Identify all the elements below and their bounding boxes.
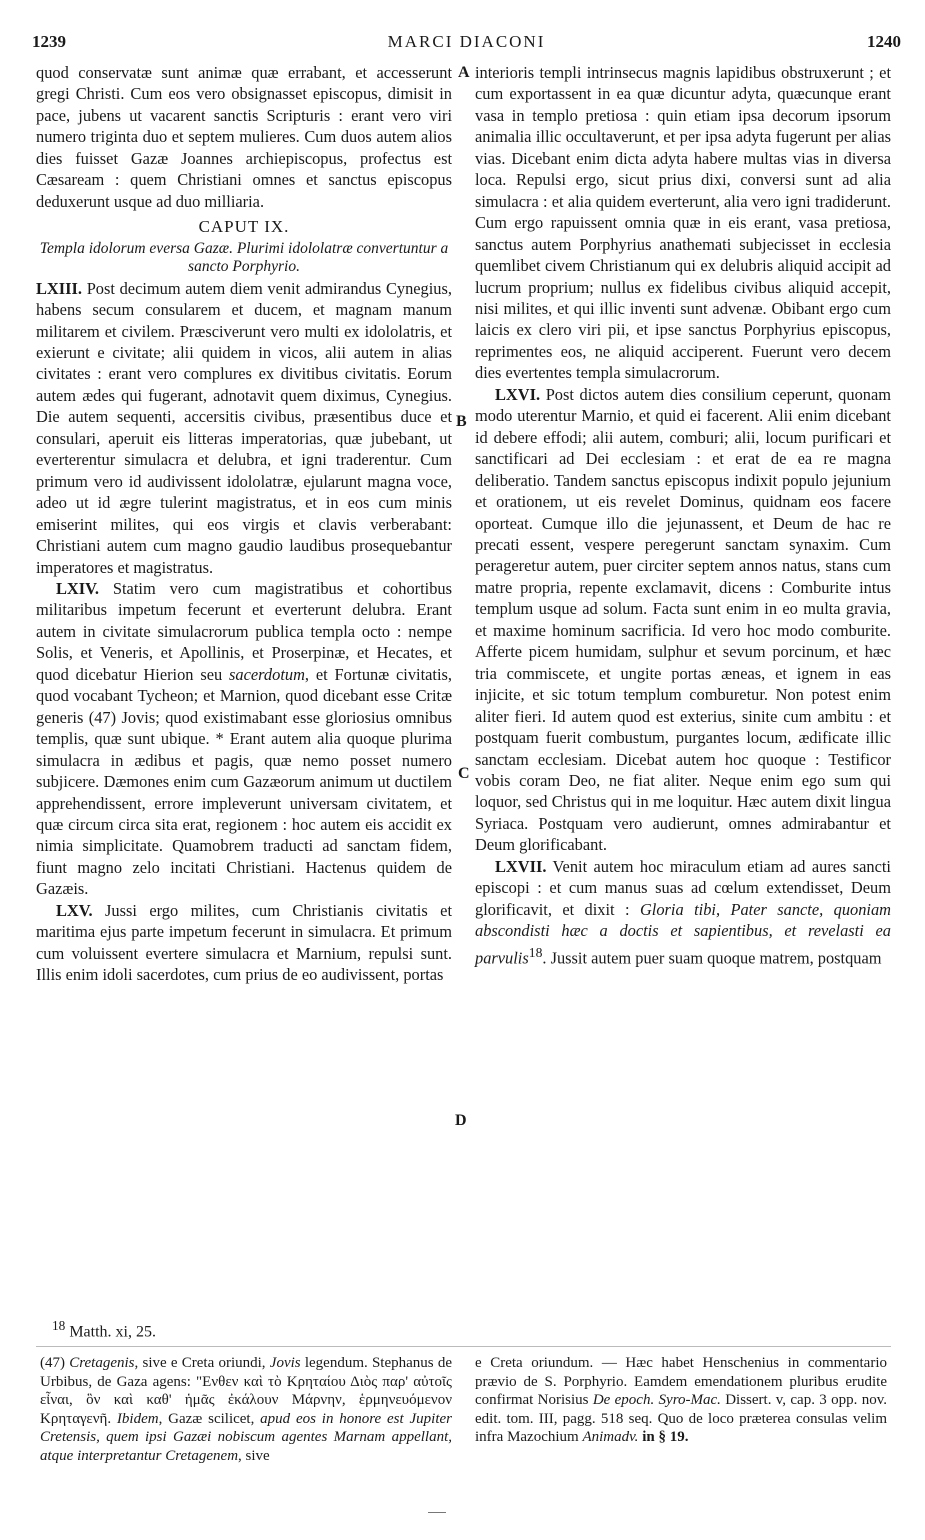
footnote-ref: 18: [528, 944, 543, 960]
footnote-text: , sive e Creta oriundi,: [134, 1355, 270, 1371]
section-65: [36, 900, 452, 986]
paragraph-continuation: interioris templi intrinsecus magnis lapidibus obstruxerunt ; et cum exportassent in ea quæ dicuntur adyta, quæcunque erant vasa in templo pretiosa : quin etiam ipsa decorum ipsorum animalia illic occultaverunt, et per ipsa adyta fugerunt per alias vias. Dicebant enim dicta adyta habere multas vias in diversa loca. Repulsi ergo, sicut prius dixi, conversi sunt ad alia simulacra : et alia quidem everterunt, alia vero igni tradiderunt. Cum ergo rapuissent omnia quæ in eis erant, vasa pretiosa, sanctus autem Porphyrius anathemati subjecisset in ecclesia quemlibet civem Christianum qui ex delubris aliquid accipit ad lucrum proprium; nullus ex fidelibus civibus aliquid accepit, nisi milites, et qui illic inventi sunt advenæ. Obibant ergo cum laicis ex clero viri pii, et ipse sanctus Porphyrius episcopus, reprimentes eos, ne aliquid acciperent. Fuerunt vero decem dies evertentes templa simulacrorum.: [475, 63, 891, 383]
section-text: Venit autem hoc miraculum etiam ad aures sancti episcopi : et cum manus suas ad cœlum extendisset, Deum glorificavit, et dixit :: [475, 856, 891, 919]
margin-marker-d: D: [455, 1112, 467, 1129]
page-number-left: 1239: [32, 32, 66, 51]
section-63: [36, 278, 452, 578]
footnote-italic: Animadv.: [582, 1429, 639, 1446]
section-number: LXIV.: [56, 578, 99, 598]
footnote-text: , sive: [238, 1447, 270, 1464]
footnote-text: legendum. Stephanus de Urbibus, de Gaza agens: "Ενθεν καὶ τὸ Κρηταίου Διὸς παρ' αὐτοῖς εἶναι, ὃν καὶ καθ' ἡμᾶς ἐκάλουν Μάρνην, ἑρμηνευόμενον Κρηταγενῆ.: [40, 1355, 453, 1427]
running-title: MARCI DIACONI: [387, 32, 546, 51]
footnote-text: e Creta oriundum. — Hæc habet Henschenius in commentario prævio de S. Porphyrio. Eamdem emendationem pluribus erudite confirmat Norisius: [475, 1355, 887, 1409]
margin-marker-a: A: [458, 64, 470, 81]
section-64: [36, 578, 452, 900]
section-text: Post decimum autem diem venit admirandus Cynegius, habens secum consularem et ducem, et magnam manum militarem et civilem. Præsciverunt vero multi ex idololatris, et exierunt e civitate; alii quidem in vicos, alii autem in alias civitates : erant vero complures ex divitibus civitatis. Eorum autem ædes qui fugerant, adnotavit quem diximus, Cynegius. Die autem sequenti, accersitis civibus, præsentibus duce et consulari, aperuit eis litteras imperatorias, quæ jubebant, ut everterentur simulacra et delubra, et igni traderentur. Cum primum vero id audivissent idololatræ, ejularunt magna voce, adeo ut id ægre tulerint magistratus, et in eos cum minis emiserint milites, qui eos virgis et clavis verberabant: Christiani autem cum magno gaudio laudibus prosequebantur imperatores et magistratus.: [36, 278, 452, 577]
paragraph-intro: quod conservatæ sunt animæ quæ errabant, et accesserunt gregi Christi. Cum eos vero obsignasset episcopus, dimisit in pace, jubens ut vacarent sanctis Scripturis : erant vero viri numero triginta duo et septem mulieres. Cum duos autem alios dies fuisset Gazæ Joannes archiepiscopus, profectus est Cæsaream : quem Christiani omnes et sanctus episcopus deduxerunt usque ad duo milliaria.: [36, 63, 452, 211]
section-number: LXVII.: [495, 856, 547, 876]
footnote-47-right: [475, 1354, 887, 1447]
footnote-47-left: [40, 1354, 452, 1466]
bottom-dash: [428, 1512, 446, 1513]
section-text: , et Fortunæ civitatis, quod vocabant Tycheon; et Marnion, quod dicebant esse Critæ generis (47) Jovis; quod existimabant esse gloriosius omnibus templis, quæ sunt ubique. * Erant autem alia quoque plurima simulacra in ædibus et pagis, quæ nemo posset numero subjicere. Dæmones enim cum Gazæorum animum ut ductilem apprehendissent, errore impleverunt universam civitatem, et quæ circum circa sita erat, regionem : hoc autem eis accidit ex nimia simplicitate. Quamobrem traducti ad sanctam fidem, fiunt magno zelo incitati Christiani. Hactenus quidem de Gazæis.: [36, 664, 452, 899]
footnote-italic: Cretagenis: [69, 1355, 135, 1371]
chapter-title: CAPUT IX.: [198, 217, 290, 237]
section-number: LXIII.: [36, 278, 83, 298]
footnote-text: , Gazæ scilicet,: [158, 1410, 261, 1427]
section-text: Jussi ergo milites, cum Christianis civitatis et maritima ejus parte impetum fecerunt in simulacra. Et primum cum voluissent evertere simulacra et Marnium, repulsi sunt. Illis enim idoli sacerdotes, cum prius de eo audivissent, portas: [36, 900, 452, 985]
section-text: Statim vero cum magistratibus et cohortibus militaribus impetum fecerunt et everterunt delubra. Erant autem in civitate simulacrorum publica templa octo : nempe Solis, et Veneris, et Apollinis, et Proserpinæ, et Hecates, et quod dicebatur Hierion seu: [36, 578, 452, 684]
margin-marker-b: B: [456, 413, 467, 430]
scripture-quote: Gloria tibi, Pater sancte, quoniam abscondisti hæc a doctis et sapientibus, et revelasti ea parvulis: [475, 899, 891, 968]
right-column: [475, 62, 891, 969]
footnote-italic: apud eos in honore est Jupiter Cretensis, quem ipsi Gazæi nobiscum agentes Marnam appellant, atque interpretantur Cretagenem: [40, 1410, 452, 1464]
footnote-number: 18: [52, 1318, 66, 1333]
footnote-italic: Jovis: [269, 1355, 301, 1371]
section-66: [475, 384, 891, 856]
footnote-text: Dissert. v, cap. 3 opp. nov. edit. tom. III, pagg. 518 seq. Quo de loco prætereа consulas velim infra Mazochium: [475, 1392, 887, 1446]
page-header: [32, 32, 901, 58]
footnote-italic: De epoch. Syro-Mac.: [592, 1392, 721, 1409]
section-number: LXVI.: [495, 384, 541, 404]
italic-term: sacerdotum: [229, 664, 305, 684]
section-text: . Jussit autem puer suam quoque matrem, postquam: [542, 948, 882, 968]
section-number: LXV.: [56, 900, 93, 920]
margin-marker-c: C: [458, 765, 470, 782]
footnote-italic: Ibidem: [116, 1410, 159, 1427]
left-column: [36, 62, 452, 986]
section-67: [475, 856, 891, 969]
page-number-right: 1240: [867, 32, 901, 51]
chapter-subtitle: Templa idolorum eversa Gazæ. Plurimi idololatræ convertuntur a sancto Porphyrio.: [39, 239, 449, 275]
bible-footnote: [52, 1318, 156, 1341]
footnote-text: in § 19.: [638, 1429, 689, 1446]
footnote-text: Matth. xi, 25.: [69, 1323, 156, 1341]
footnote-divider: [36, 1346, 891, 1347]
section-text: Post dictos autem dies consilium ceperunt, quonam modo uterentur Marnio, et quid ei facerent. Alii enim dicebant id debere effodi; alii autem, comburi; alii, locum purificari et sanctificari ad Dei ecclesiam : et erat de ea re magna deliberatio. Tandem sanctus episcopus indixit populo jejunium et orationem, ut eis revelet Dominus, quidnam eos facere oporteat. Cumque illo die jejunassent, et Deum de hac re precati essent, vespere peregerunt sanctam synaxim. Cum perageretur autem, puer circiter septem annos natus, stans cum matre propria, repente exclamavit, dicens : Comburite intus templum usque ad solum. Facta sunt enim in eo multa gravia, et maxime hominum sacrificia. Id vero hoc modo comburite. Afferte picem humidam, sulphur et sevum porcinum, et hæc tria commiscete, et ungite portas æneas, et ignem in eas injicite, et sic totum templum comburetur. Non potest enim aliter fieri. Id autem quod est exterius, sinite cum ambitu : et postquam fuerit combustum, purgantes locum, ædificate illic sanctam ecclesiam. Dicebat autem hoc quoque : Testificor vobis coram Deo, ne fiat aliter. Neque enim ego sum qui loquor, sed Christus qui in me loquitur. Hæc autem dixit lingua Syriaca. Postquam vero audierunt, omnes admirabantur et Deum glorificabant.: [475, 384, 891, 855]
footnote-label: (47): [40, 1355, 65, 1371]
